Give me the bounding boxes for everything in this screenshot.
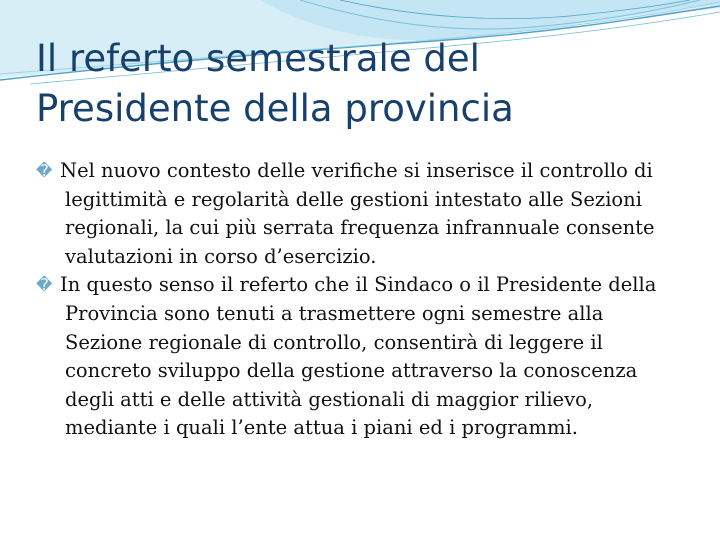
bullet-text: Nel nuovo contesto delle verifiche si inserisce il controllo di legittimità e regolarità delle gestioni intestato alle Sezioni regionali, la cui più serrata frequenza infrannuale consente valutazioni in corso d’esercizio. <box>60 159 655 268</box>
bullet-marker: � <box>36 161 53 180</box>
content-body <box>36 157 686 443</box>
bullet-item <box>36 157 686 271</box>
bullet-text: In questo senso il referto che il Sindaco o il Presidente della Provincia sono tenuti a trasmettere ogni semestre alla Sezione regionale di controllo, consentirà di leggere il concreto sviluppo della gestione attraverso la conoscenza degli atti e delle attività gestionali di maggior rilievo, mediante i quali l’ente attua i piani ed i programmi. <box>60 273 657 440</box>
slide-title <box>36 34 696 134</box>
bullet-item <box>36 271 686 443</box>
title-line-1: Il referto semestrale del <box>36 37 480 80</box>
title-line-2: Presidente della provincia <box>36 87 514 130</box>
bullet-marker: � <box>36 275 53 295</box>
